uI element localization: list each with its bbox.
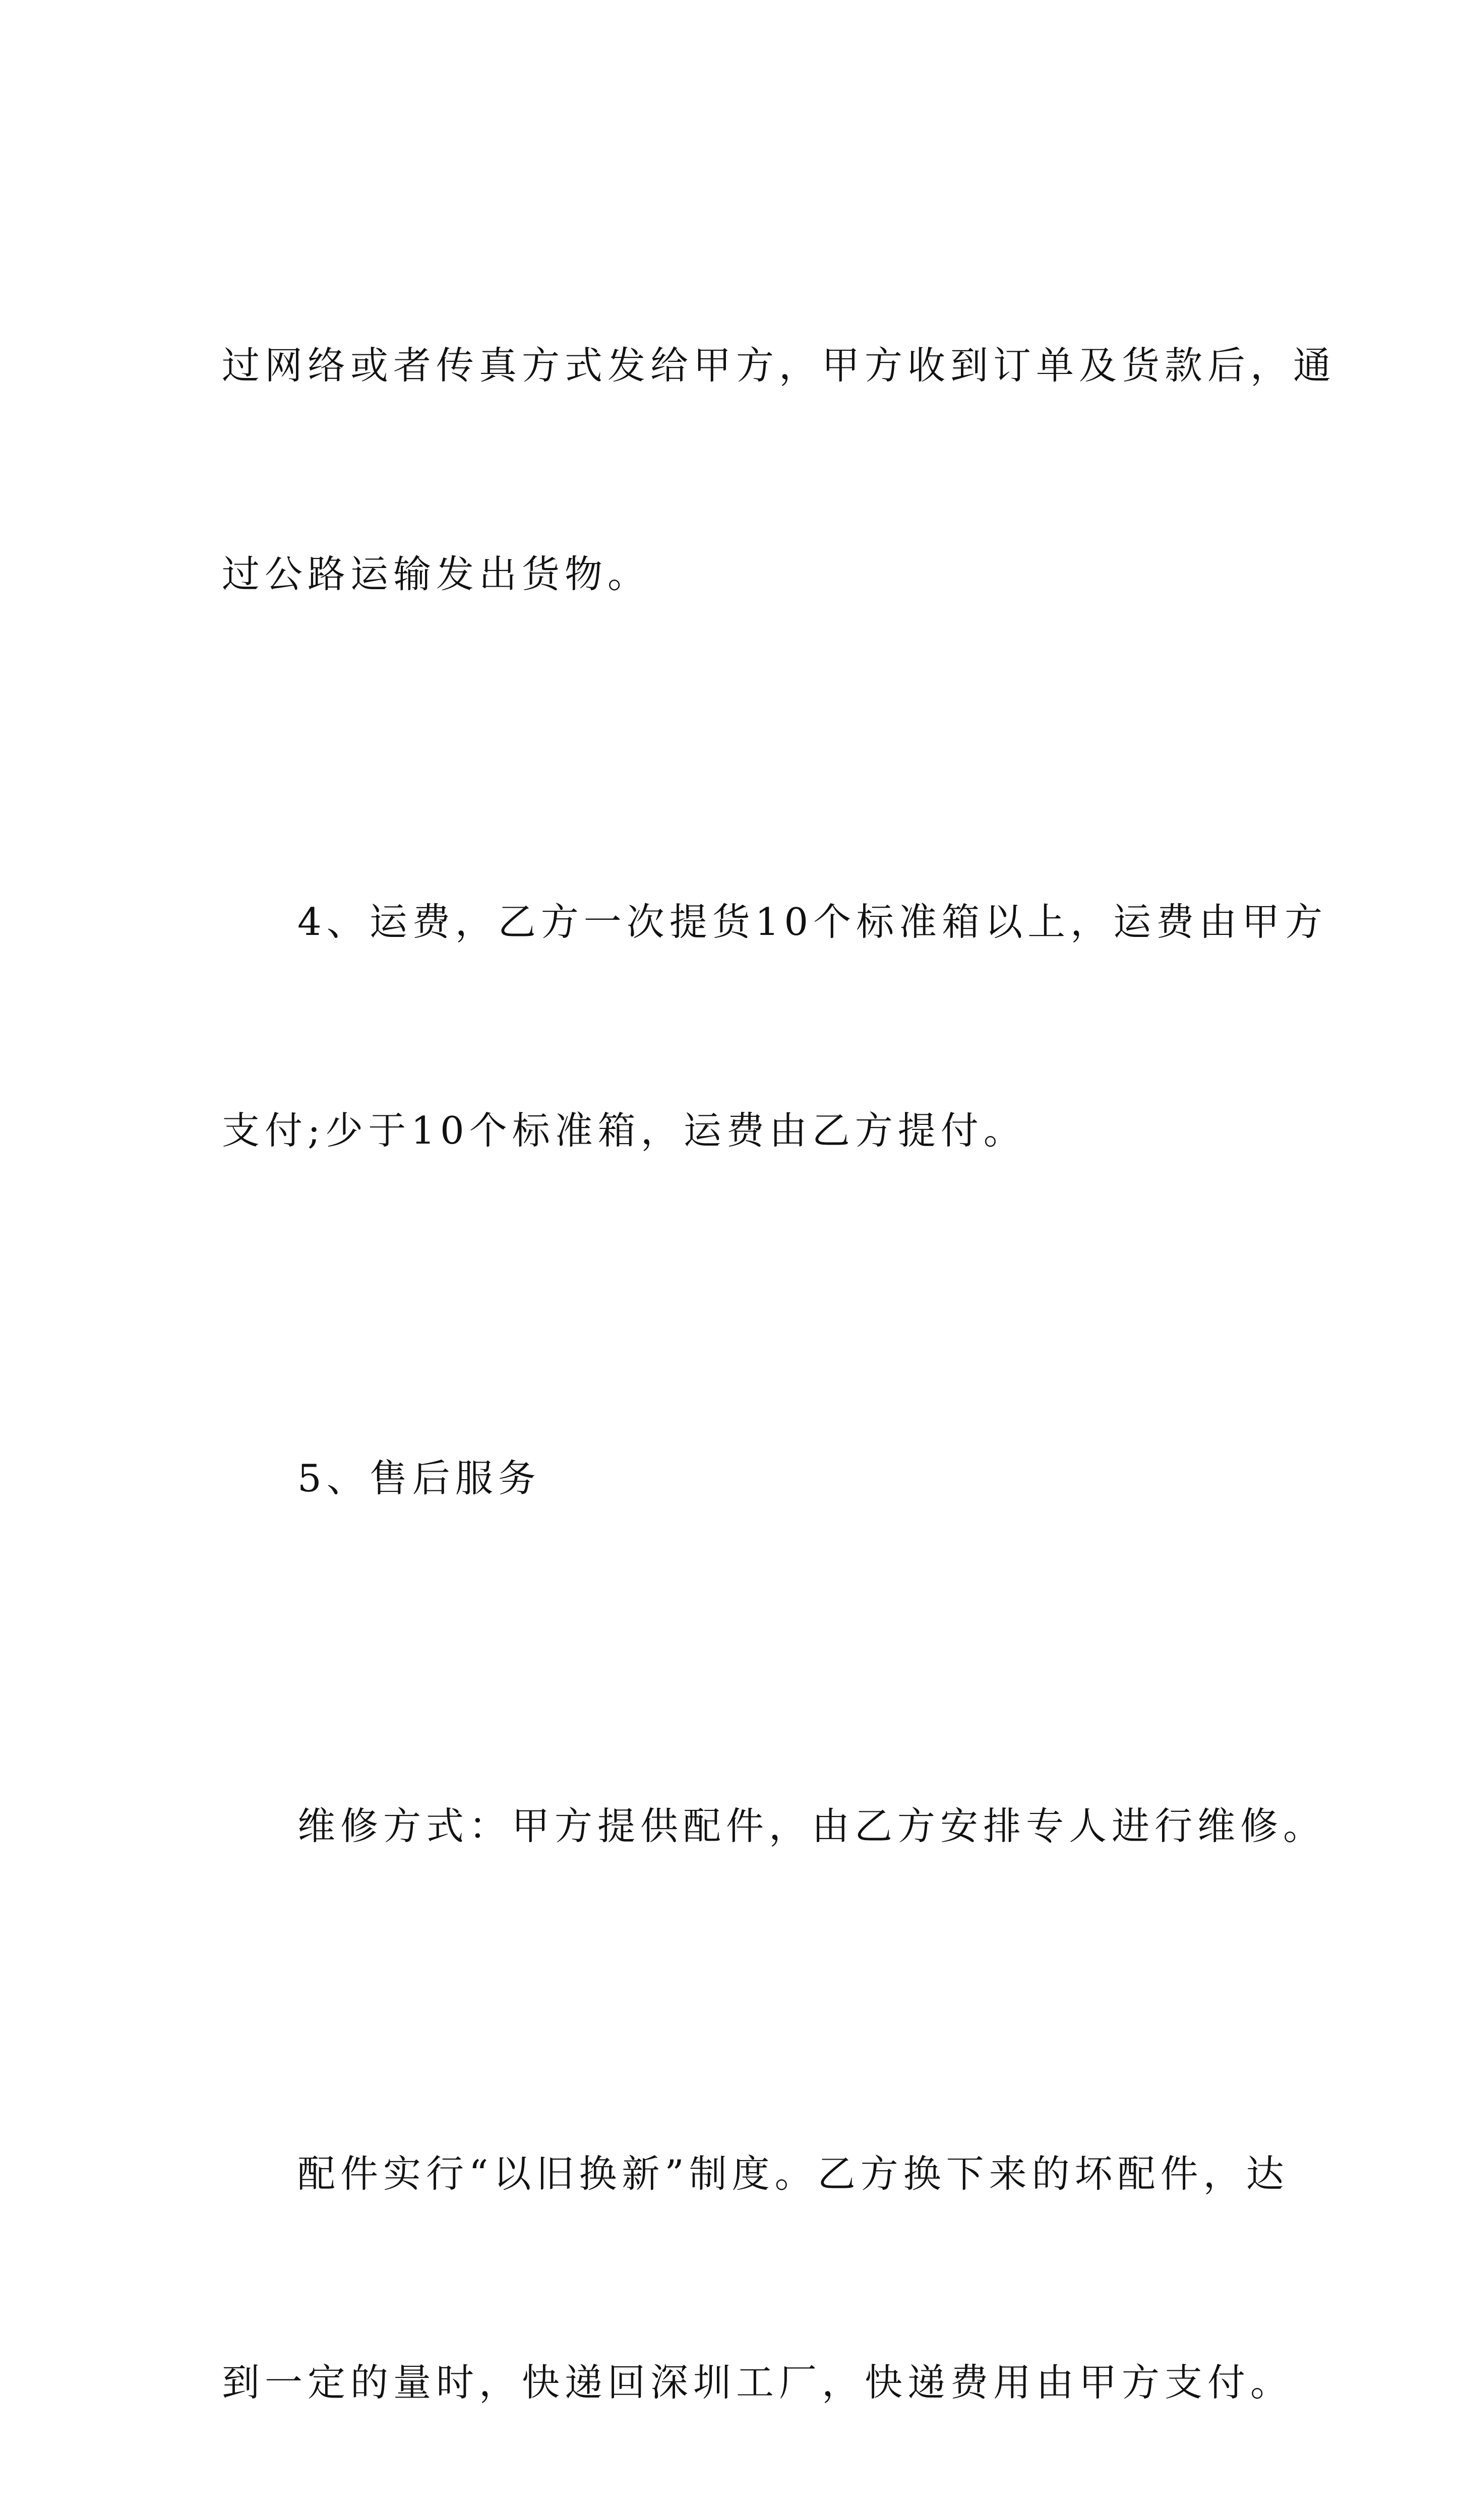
text-line: 支付;少于10个标准箱，运费由乙方提付。	[222, 1108, 1026, 1153]
paragraph-freight	[222, 748, 1328, 1304]
text-line: 到一定的量时，快递回深圳工厂，快递费用由甲方支付。	[222, 2360, 1294, 2405]
text-line: 维修方式：甲方提供配件，由乙方安排专人进行维修。	[297, 1804, 1326, 1848]
paragraph-order-shipping	[222, 192, 1336, 748]
paragraph-parts-exchange	[222, 2000, 1294, 2520]
document-body	[222, 192, 1336, 2520]
text-line: 4、运费，乙方一次提货10个标准箱以上，运费由甲方	[297, 900, 1328, 944]
text-line: 5、售后服务	[297, 1456, 541, 1500]
text-line: 过网络或者传真方式发给甲方，甲方收到订单及货款后，通	[222, 343, 1336, 388]
text-line: 过公路运输发出货物。	[222, 552, 651, 596]
paragraph-after-sales-heading	[222, 1304, 1245, 1652]
paragraph-repair-method	[222, 1652, 1326, 2000]
text-line: 配件实行“以旧换新”制度。乙方换下来的坏配件，达	[297, 2152, 1289, 2196]
